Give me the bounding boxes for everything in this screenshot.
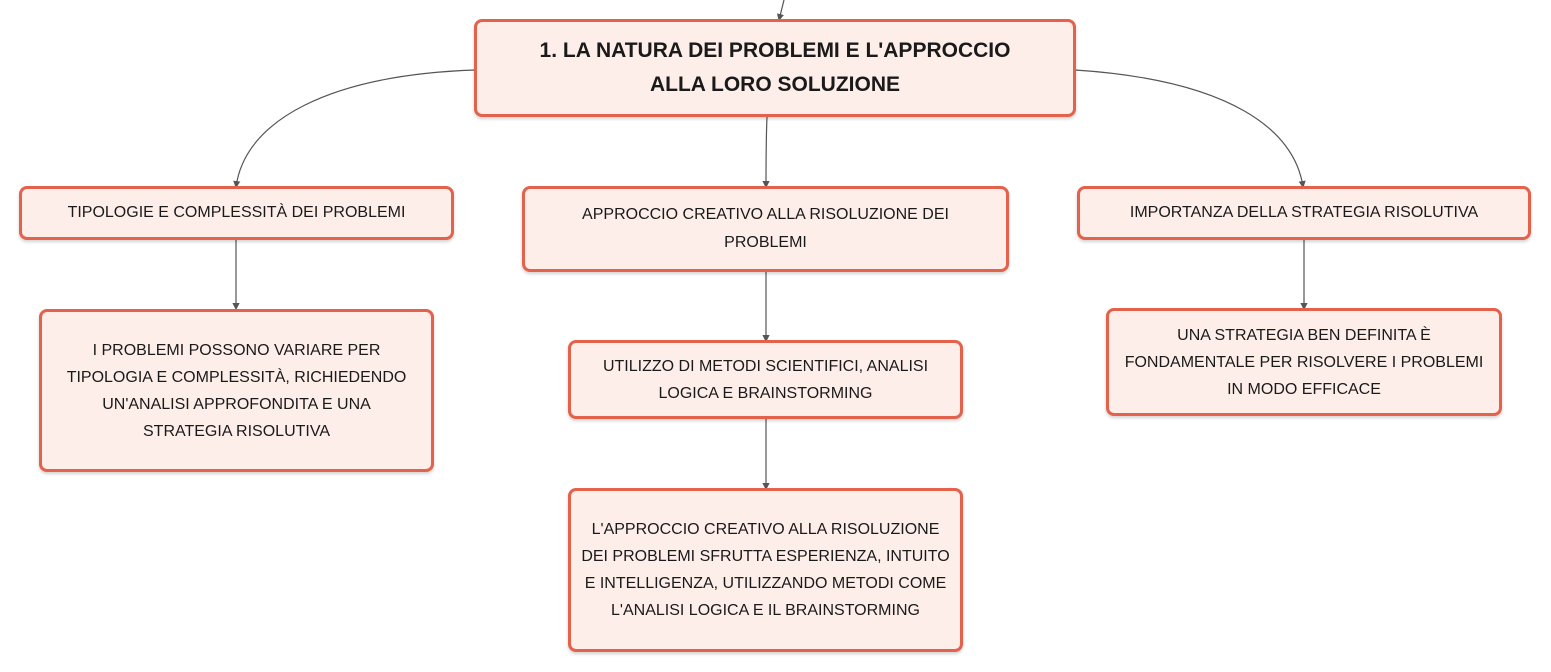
branch-node-label: IMPORTANZA DELLA STRATEGIA RISOLUTIVA <box>1129 204 1479 221</box>
leaf-node-approccio-creativo-dettaglio[interactable] <box>568 488 963 652</box>
leaf-node-label: UTILIZZO DI METODI SCIENTIFICI, ANALISI LOGICA E BRAINSTORMING <box>602 357 929 402</box>
branch-node-approccio-creativo[interactable] <box>522 186 1009 272</box>
leaf-node-problemi-variare[interactable] <box>39 309 434 472</box>
branch-node-tipologie[interactable] <box>19 186 454 240</box>
leaf-node-label: L'APPROCCIO CREATIVO ALLA RISOLUZIONE DEI PROBLEMI SFRUTTA ESPERIENZA, INTUITO E INTELLIGENZA, UTILIZZANDO METODI COME L'ANALISI LOGICA E IL BRAINSTORMING <box>581 521 950 619</box>
branch-node-importanza-strategia[interactable] <box>1077 186 1531 240</box>
root-node-label: 1. LA NATURA DEI PROBLEMI E L'APPROCCIO ALLA LORO SOLUZIONE <box>539 39 1011 96</box>
connector-root-to-branch-3 <box>1075 70 1303 187</box>
leaf-node-label: UNA STRATEGIA BEN DEFINITA È FONDAMENTALE PER RISOLVERE I PROBLEMI IN MODO EFFICACE <box>1124 326 1484 398</box>
leaf-node-metodi-scientifici[interactable] <box>568 340 963 419</box>
leaf-node-strategia-definita[interactable] <box>1106 308 1502 416</box>
connector-root-to-branch-2 <box>766 117 767 187</box>
connector-parent-to-root <box>779 0 784 20</box>
leaf-node-label: I PROBLEMI POSSONO VARIARE PER TIPOLOGIA E COMPLESSITÀ, RICHIEDENDO UN'ANALISI APPROFONDITA E UNA STRATEGIA RISOLUTIVA <box>66 341 407 440</box>
branch-node-label: APPROCCIO CREATIVO ALLA RISOLUZIONE DEI PROBLEMI <box>582 206 949 251</box>
connector-root-to-branch-1 <box>236 70 475 187</box>
branch-node-label: TIPOLOGIE E COMPLESSITÀ DEI PROBLEMI <box>67 204 406 221</box>
root-node[interactable] <box>474 19 1076 117</box>
